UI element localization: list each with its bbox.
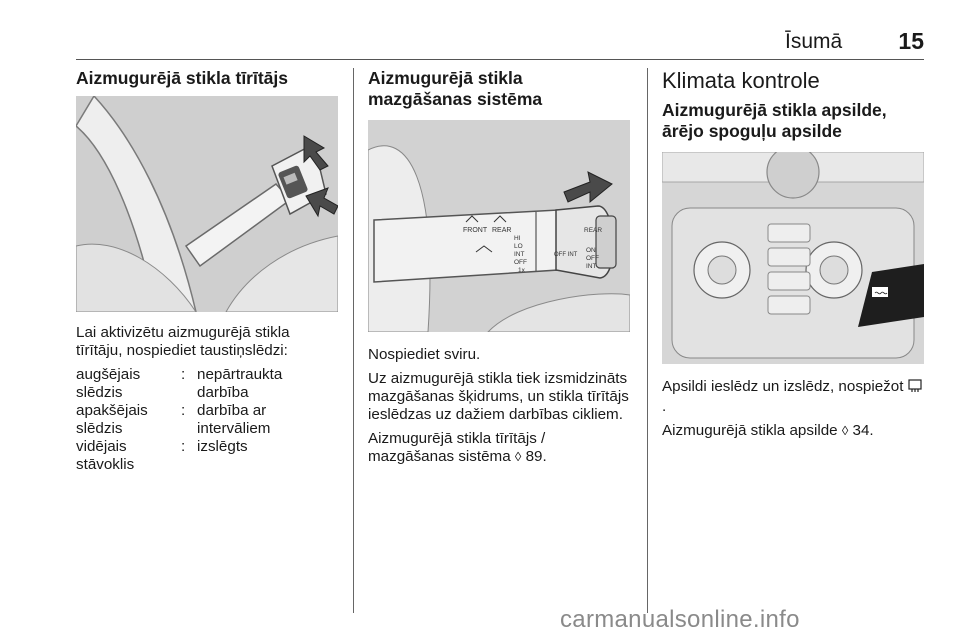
stalk-label-rear: REAR (492, 227, 512, 234)
definition-separator: : (181, 438, 186, 455)
rear-wiper-intro: Lai aktivizētu aizmugurējā stikla tīrītāju, nospiediet taustiņslēdzi: (76, 324, 290, 359)
definition-term: vidējais stāvoklis (76, 438, 135, 473)
page-reference-icon: ◊ (841, 423, 849, 438)
wiper-switch-definitions (76, 366, 338, 474)
section-title: Īsumā (785, 30, 843, 53)
heat-reference (662, 422, 924, 440)
stalk-label-hi: HI (514, 235, 521, 242)
definition-description: izslēgts (197, 438, 248, 455)
stalk-label-1x: 1x (518, 267, 525, 274)
stalk-label-on: ON (586, 247, 596, 254)
stalk-label-off-int: OFF INT (554, 252, 578, 258)
climate-panel-figure (662, 152, 924, 364)
rear-window-heat-icon (908, 379, 922, 398)
heat-reference-text: Aizmugurējā stikla apsilde (662, 422, 838, 439)
stalk-label-lo: LO (514, 243, 523, 250)
heat-instruction (662, 378, 924, 416)
washer-reference (368, 430, 630, 466)
watermark: carmanualsonline.info (560, 606, 800, 633)
definition-row (76, 366, 338, 402)
heading-rear-washer: Aizmugurējā stikla mazgāšanas sistēma (368, 68, 543, 109)
column-rear-washer (368, 68, 630, 466)
definition-separator: : (181, 366, 186, 383)
column-divider-1 (353, 68, 354, 613)
column-rear-wiper (76, 68, 338, 474)
column-divider-2 (647, 68, 648, 613)
definition-description: nepārtraukta darbība (197, 366, 283, 401)
definition-separator: : (181, 402, 186, 419)
washer-reference-text: Aizmugurējā stikla tīrītājs / mazgāšanas sistēma (368, 430, 546, 465)
stalk-label-rear2: REAR (584, 227, 603, 234)
stalk-label-off: OFF (514, 259, 527, 266)
definition-term: augšējais slēdzis (76, 366, 141, 401)
washer-step-2: Uz aizmugurējā stikla tiek izsmidzināts mazgāšanas šķidrums, un stikla tīrītājs ieslēdzas uz dažiem darbības cikliem. (368, 370, 629, 423)
stalk-label-int: INT (514, 251, 525, 258)
heading-rear-window-heat: Aizmugurējā stikla apsilde, ārējo spoguļu apsilde (662, 100, 887, 141)
heat-instruction-text: Apsildi ieslēdz un izslēdz, nospiežot (662, 378, 904, 395)
rear-wiper-stalk-figure (76, 96, 338, 312)
column-climate-control (662, 68, 924, 440)
page-number: 15 (898, 28, 924, 54)
stalk-label-front: FRONT (463, 227, 488, 234)
definition-description: darbība ar intervāliem (197, 402, 271, 437)
stalk-label-int2: INT (586, 263, 597, 270)
heat-instruction-end: . (662, 398, 667, 415)
page-reference-icon: ◊ (514, 449, 522, 464)
climate-title: Klimata kontrole (662, 68, 820, 93)
rear-washer-stalk-figure (368, 120, 630, 332)
heading-rear-wiper: Aizmugurējā stikla tīrītājs (76, 68, 289, 88)
washer-step-1: Nospiediet sviru. (368, 346, 481, 363)
header-rule (76, 59, 924, 60)
definition-term: apakšējais slēdzis (76, 402, 148, 437)
washer-reference-page: 89. (525, 448, 547, 465)
definition-row (76, 402, 338, 438)
heat-reference-page: 34. (852, 422, 874, 439)
definition-row (76, 438, 338, 474)
stalk-label-off2: OFF (586, 255, 599, 262)
